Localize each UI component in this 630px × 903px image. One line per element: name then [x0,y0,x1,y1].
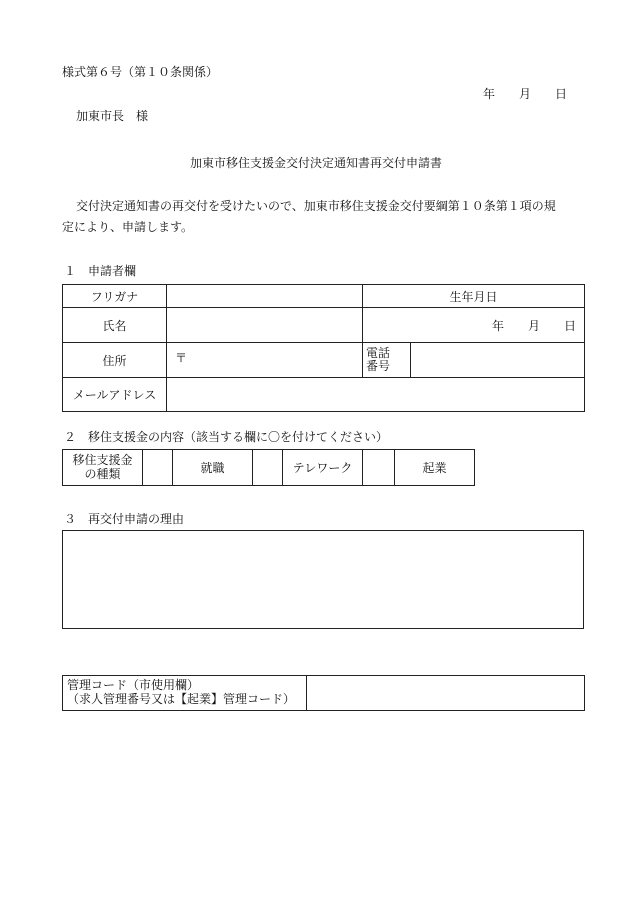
employment-check-cell[interactable] [143,450,173,486]
phone-label-line-2: 番号 [366,359,391,373]
reason-field[interactable] [62,530,584,629]
applicant-table [62,284,585,412]
telework-check-cell[interactable] [253,450,283,486]
birth-date-label: 生年月日 [363,285,585,308]
phone-field[interactable] [411,343,585,378]
telework-option: テレワーク [283,450,363,486]
startup-check-cell[interactable] [363,450,395,486]
section-2-heading: ２ 移住支援金の内容（該当する欄に〇を付けてください） [64,430,389,444]
body-text-line-2: 定により、申請します。 [62,220,194,234]
phone-label [363,343,411,378]
support-type-table [62,449,475,486]
email-field[interactable] [167,378,585,412]
postal-mark: 〒 [175,351,188,365]
phone-label-line-1: 電話 [366,345,391,360]
section-3-heading: ３ 再交付申請の理由 [64,512,185,526]
name-label: 氏名 [63,308,167,343]
employment-option: 就職 [173,450,253,486]
form-number: 様式第６号（第１０条関係） [62,65,219,79]
name-field[interactable] [167,308,363,343]
management-code-label-line-2: （求人管理番号又は【起業】管理コード） [67,691,296,706]
email-label: メールアドレス [63,378,167,412]
furigana-label: フリガナ [63,285,167,308]
body-text-line-1: 交付決定通知書の再交付を受けたいので、加東市移住支援金交付要綱第１０条第１項の規 [76,199,556,213]
address-field[interactable] [167,343,363,378]
support-type-label [63,450,143,486]
support-type-label-line-2: の種類 [84,466,121,481]
support-type-label-line-1: 移住支援金 [72,453,133,468]
furigana-field[interactable] [167,285,363,308]
document-title: 加東市移住支援金交付決定通知書再交付申請書 [190,156,443,170]
management-code-table [62,675,585,711]
management-code-label [63,676,307,711]
management-code-field[interactable] [307,676,585,711]
birth-date-field[interactable]: 年 月 日 [363,308,585,343]
addressee: 加東市長 様 [76,109,149,123]
date-line: 年 月 日 [483,87,568,101]
startup-option: 起業 [395,450,475,486]
address-label: 住所 [63,343,167,378]
management-code-label-line-1: 管理コード（市使用欄） [67,678,200,692]
section-1-heading: １ 申請者欄 [64,264,137,278]
